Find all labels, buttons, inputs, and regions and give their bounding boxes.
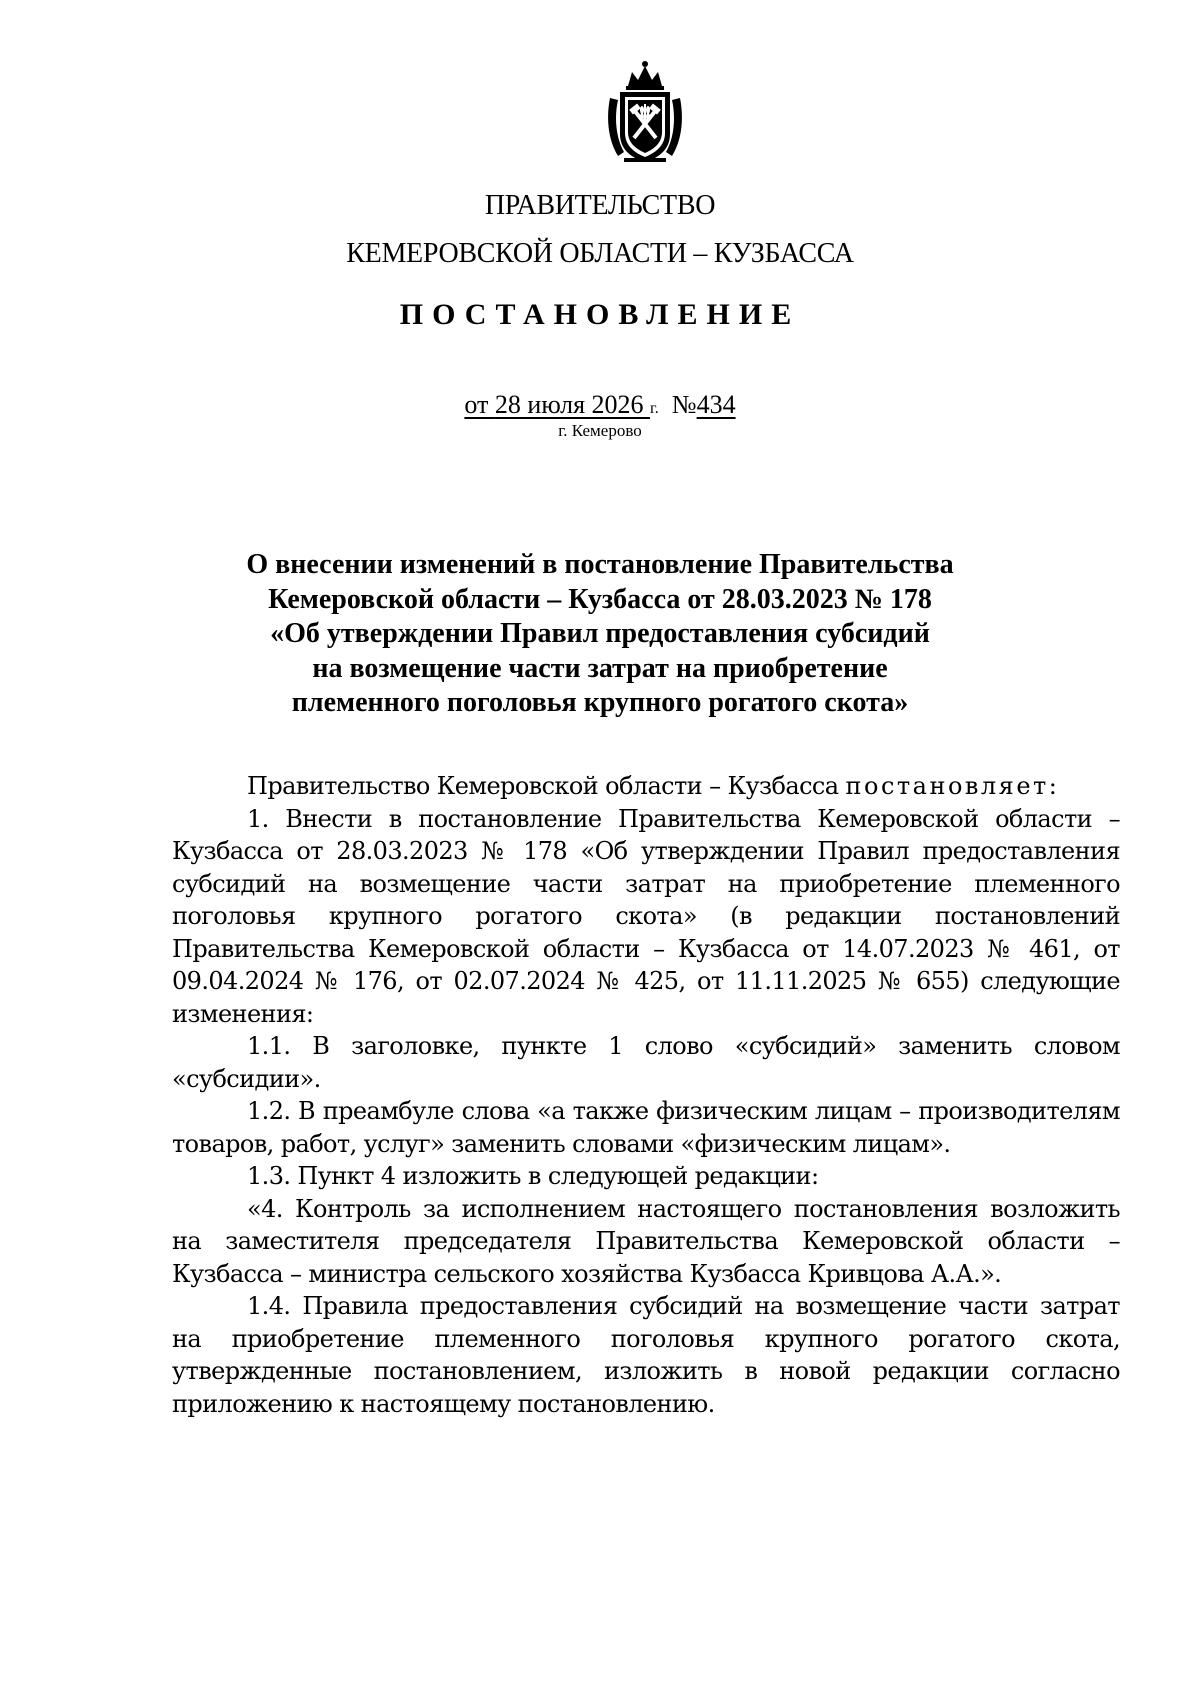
body-paragraph-quoted-4: «4. Контроль за исполнением настоящего постановления возложить на заместителя председателя Правительства Кемеровской области – Кузбасса – министра сельского хозяйства Кузбасса Кривцова А.А.». <box>172 1194 1120 1288</box>
preamble-paragraph <box>172 770 1120 803</box>
document-body <box>172 770 1120 1420</box>
title-line: «Об утверждении Правил предоставления субсидий <box>270 618 930 649</box>
number-label: № <box>671 390 697 419</box>
document-date: 28 июля 2026 <box>494 390 651 419</box>
document-number: 434 <box>696 390 736 419</box>
body-paragraph-1-2: 1.2. В преамбуле слова «а также физическим лицам – производителям товаров, работ, услуг» заменить словами «физическим лицам». <box>172 1097 1120 1158</box>
title-line: Кемеровской области – Кузбасса от 28.03.2023 № 178 <box>268 583 932 615</box>
city-name: г. Кемерово <box>558 421 642 440</box>
org-name-line-1: ПРАВИТЕЛЬСТВО <box>484 190 716 221</box>
body-paragraph-1: 1. Внести в постановление Правительства Кемеровской области – Кузбасса от 28.03.2023 № 178 «Об утверждении Правил предоставления субсидий на возмещение части затрат на приобретение племенного поголовья крупного рогатого скота» (в редакции постановлений Правительства Кемеровской области – Кузбасса от 14.07.2023 № 461, от 09.04.2024 № 176, от 02.07.2024 № 425, от 11.11.2025 № 655) следующие изменения: <box>172 804 1120 1028</box>
body-paragraph-1-3: 1.3. Пункт 4 изложить в следующей редакции: <box>247 1162 819 1190</box>
document-title <box>0 548 1200 721</box>
title-line: на возмещение части затрат на приобретение <box>312 652 888 684</box>
date-number-line <box>0 390 1200 424</box>
title-line: О внесении изменений в постановление Правительства <box>246 549 954 580</box>
title-line: племенного поголовья крупного рогатого скота» <box>291 687 909 718</box>
org-name-line-2: КЕМЕРОВСКОЙ ОБЛАСТИ – КУЗБАССА <box>346 238 854 269</box>
coat-of-arms-emblem <box>604 58 686 166</box>
preamble-text: Правительство Кемеровской области – Кузбасса <box>247 772 846 800</box>
year-suffix: г. <box>650 400 659 417</box>
body-paragraph-1-1: 1.1. В заголовке, пункте 1 слово «субсидий» заменить словом «субсидии». <box>172 1032 1120 1093</box>
preamble-verb: постановляет: <box>845 772 1060 800</box>
document-type: ПОСТАНОВЛЕНИЕ <box>399 298 801 331</box>
body-paragraph-1-4: 1.4. Правила предоставления субсидий на возмещение части затрат на приобретение племенного поголовья крупного рогатого скота, утвержденные постановлением, изложить в новой редакции согласно приложению к настоящему постановлению. <box>172 1292 1120 1418</box>
date-prefix: от <box>464 390 495 419</box>
